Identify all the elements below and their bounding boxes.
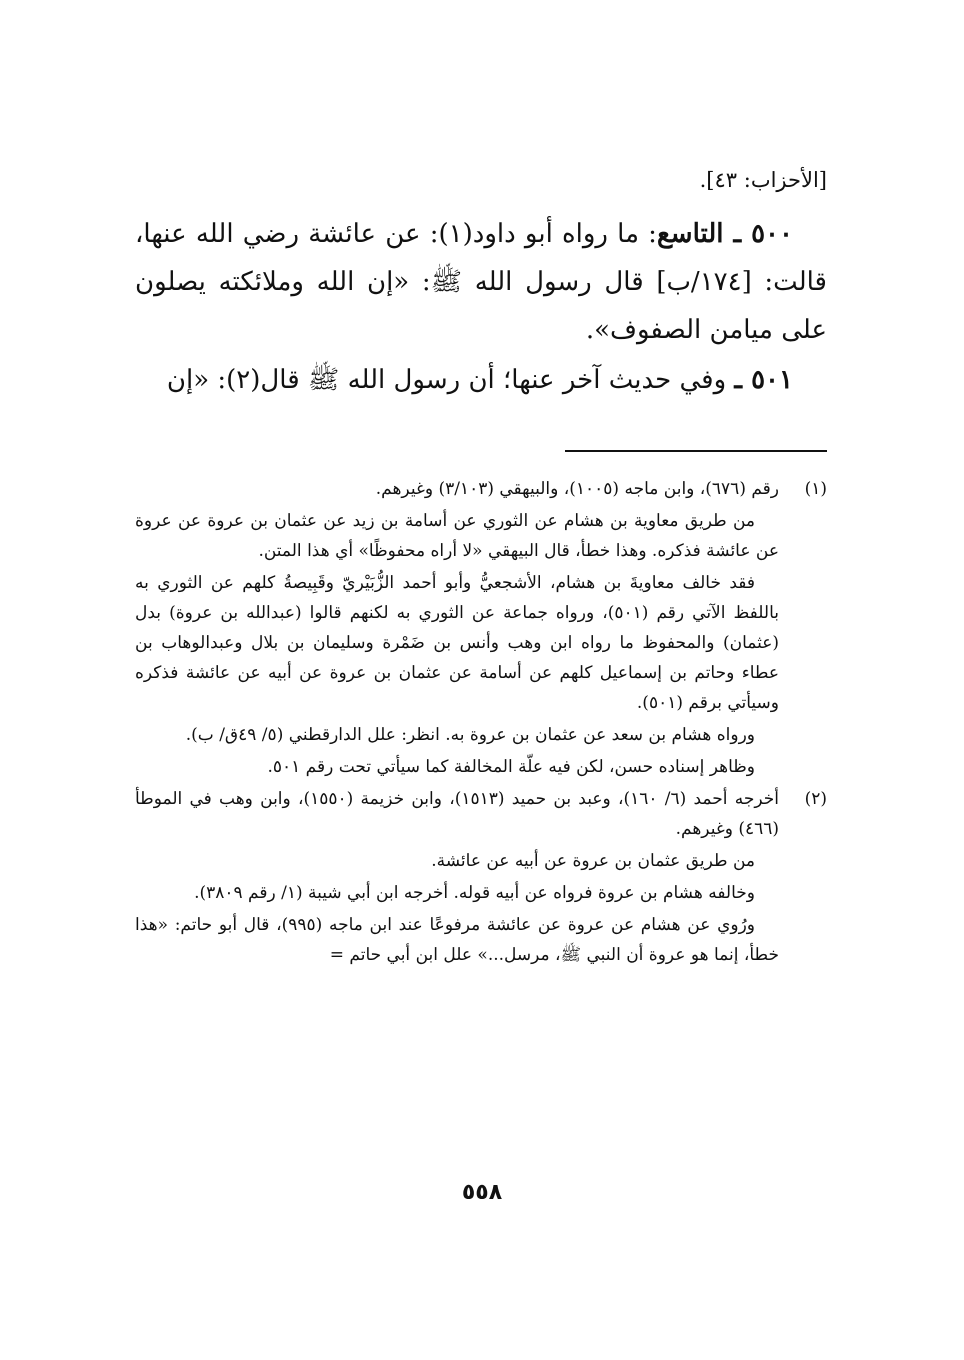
footnote-line: رقم (٦٧٦)، وابن ماجه (١٠٠٥)، والبيهقي (٣/١٠٣) وغيرهم. <box>375 479 779 499</box>
footnote-line: وظاهر إسناده حسن، لكن فيه علّة المخالفة كما سيأتي تحت رقم ٥٠١. <box>267 757 755 777</box>
page-content <box>135 160 827 972</box>
footnote-line: فقد خالف معاويةَ بن هشام، الأشجعيُّ وأبو أحمد الزُّبَيْريّ وقَبِيصةُ كلهم عن الثوري به باللفظ الآتي رقم (٥٠١)، ورواه جماعة عن الثوري به لكنهم قالوا (عبدالله بن عروة) بدل (عثمان) والمحفوظ ما رواه ابن وهب وأنس بن ضَمْرة وسليمان بن بلال وعبدالوهاب بن عطاء وحاتم بن إسماعيل كلهم عن أسامة عن عثمان بن عروة عن أبيه عن عائشة فذكره وسيأتي برقم (٥٠١). <box>135 573 779 713</box>
footnote-line: وخالفه هشام بن عروة فرواه عن أبيه قوله. أخرجه ابن أبي شيبة (١/ رقم ٣٨٠٩). <box>194 883 755 903</box>
footnote-line: أخرجه أحمد (٦/ ١٦٠)، وعبد بن حميد (١٥١٣)، وابن خزيمة (١٥٥٠)، وابن وهب في الموطأ (٤٦٦) وغيرهم. <box>135 789 779 839</box>
main-paragraph-501 <box>135 356 827 404</box>
hadith-number-title: ٥٠٠ ـ التاسع <box>656 219 793 249</box>
footnotes <box>135 474 827 972</box>
quran-reference: [الأحزاب: ٤٣]. <box>699 168 827 192</box>
footnote-line: ورواه هشام بن سعد عن عثمان بن عروة به. انظر: علل الدارقطني (٥/ ٤٩ق/ ب). <box>185 725 755 745</box>
footnote-1 <box>135 474 827 784</box>
footnote-marker: (١) <box>804 479 827 499</box>
hadith-text: وفي حديث آخر عنها؛ أن رسول الله ﷺ قال(٢): «إن <box>166 365 727 395</box>
footnote-line: من طريق معاوية بن هشام عن الثوري عن أسامة بن زيد عن عثمان بن عروة عن عروة عن عائشة فذكره. وهذا خطأ، قال البيهقي «لا أراه محفوظًا» أي هذا المتن. <box>135 511 779 561</box>
hadith-text: : ما رواه أبو داود(١): عن عائشة رضي الله عنها، قالت: [١٧٤/ب] قال رسول الله ﷺ: «إن الله وملائكته يصلون على ميامن الصفوف». <box>135 219 827 345</box>
page-number: ٥٥٨ <box>461 1180 503 1205</box>
footnote-line: ورُوي عن هشام عن عروة عن عائشة مرفوعًا عند ابن ماجه (٩٩٥)، قال أبو حاتم: «هذا خطأ، إنما هو عروة أن النبي ﷺ، مرسل...» علل ابن أبي حاتم = <box>135 915 779 965</box>
footnote-line: من طريق عثمان بن عروة عن أبيه عن عائشة. <box>431 851 755 871</box>
hadith-number-title: ٥٠١ ـ <box>734 365 793 395</box>
footnote-body <box>135 474 779 784</box>
main-paragraph-500 <box>135 210 827 354</box>
footnote-divider <box>565 450 827 452</box>
footnote-body <box>135 784 779 972</box>
footnote-2 <box>135 784 827 972</box>
footnote-marker: (٢) <box>804 789 827 809</box>
